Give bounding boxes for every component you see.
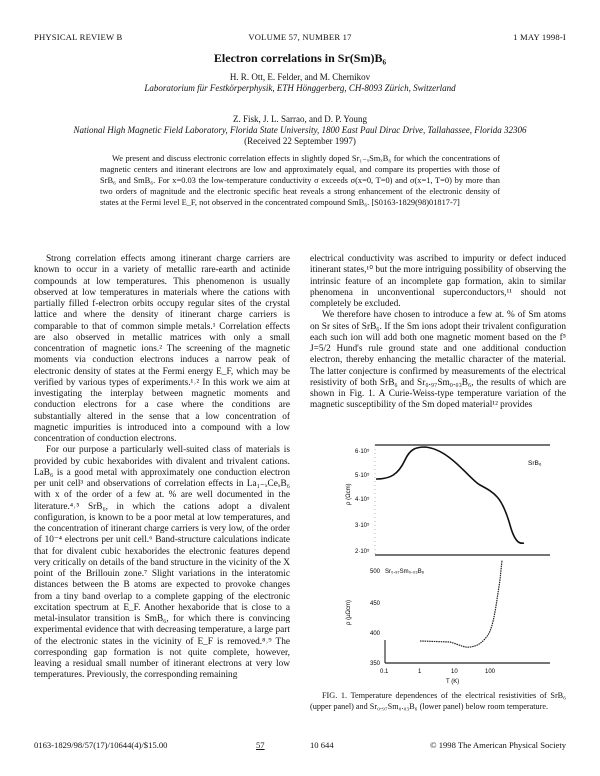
affiliation-1: Laboratorium für Festkörperphysik, ETH Hönggerberg, CH-8093 Zürich, Switzerland — [144, 83, 456, 93]
lower-panel-label: Sr₀.₉₇Sm₀.₀₃B₆ — [385, 569, 425, 575]
authors-group-2: Z. Fisk, J. L. Sarrao, and D. P. Young — [232, 114, 367, 124]
affiliation-2: National High Magnetic Field Laboratory, Florida State University, 1800 East Paul Dirac Drive, Tallahassee, Florida 32306 — [73, 125, 527, 135]
upper-ytick: 5·10⁵ — [355, 473, 370, 479]
upper-ytick: 6·10⁵ — [355, 449, 370, 455]
issue-date: 1 MAY 1998-I — [513, 32, 566, 42]
sr097sm003b6-curve — [420, 560, 502, 647]
xlabel: T (K) — [446, 679, 460, 685]
paragraph: We therefore have chosen to introduce a few at. % of Sm atoms on Sr sites of SrB₆. If the Sm ions adopt their trivalent configuration each such ion will add both one magnetic moment based on the f⁵ J=5/2 Hund's rule ground state and one additional conduction electron, thereby enhancing the metallic character of the material. The latter conjecture is confirmed by measurements of the electrical resistivity of both SrB₆ and Sr₀.₉₇Sm₀.₀₃B₆, the results of which are shown in Fig. 1. A Curie-Weiss-type temperature variation of the magnetic susceptibility of the Sm doped material¹² provides — [310, 310, 566, 411]
lower-panel — [346, 560, 550, 685]
page-number: 10 644 — [310, 740, 334, 750]
lower-ytick: 500 — [370, 569, 381, 575]
paragraph: Strong correlation effects among itinerant charge carriers are known to occur in a variety of metallic rare-earth and actinide compounds at low temperatures. This phenomenon is usually observed at low temperatures in materials where the cations with partially filled f-electron orbits occupy regular sites of the crystal lattice and where the density of itinerant charge carriers is comparable to that of common simple metals.¹ Correlation effects are also observed in metallic matrices with only a small concentration of magnetic ions.² The screening of the magnetic moments via conduction electrons induces a narrow peak of electronic density of states at the Fermi energy E_F, which may be verified by various types of experiments.¹˒² In this work we aim at investigating the interplay between magnetic moments and conduction electrons for a case where the conditions are substantially altered in the sense that a low concentration of magnetic impurities is introduced into a compound with a low concentration of conduction electrons. — [34, 254, 290, 444]
upper-ytick: 3·10⁵ — [355, 523, 370, 529]
right-column — [310, 254, 566, 412]
upper-panel-label: SrB₆ — [528, 460, 542, 467]
left-column — [34, 254, 290, 682]
figure-1 — [310, 435, 566, 690]
footer-code: 0163-1829/98/57(17)/10644(4)/$15.00 — [34, 740, 168, 750]
copyright: © 1998 The American Physical Society — [430, 740, 566, 750]
paragraph: electrical conductivity was ascribed to impurity or defect induced itinerant states,¹⁰ but the more intriguing possibility of observing the intrinsic feature of an incomplete gap formation, akin to similar phenomena in unconventional superconductors,¹¹ should not completely be excluded. — [310, 254, 566, 309]
paper-title: Electron correlations in Sr(Sm)B₆ — [213, 51, 387, 65]
lower-ytick: 450 — [370, 601, 381, 607]
lower-ytick: 400 — [370, 631, 381, 637]
srb6-curve — [376, 447, 524, 543]
upper-ytick: 2·10⁵ — [355, 549, 370, 555]
abstract: We present and discuss electronic correlation effects in slightly doped Sr₁₋ₓSmₓB₆ for which the concentrations of magnetic centers and itinerant electrons are low and approximately equal, and compare its properties with those of SrB₆ and SmB₆. For x=0.03 the low-temperature conductivity σ exceeds σ(x=0, T=0) and σ(x=1, T=0) by more than two orders of magnitude and the electronic specific heat reveals a strong enhancement of the electronic density of states at the Fermi level E_F, not observed in the concentrated compound SmB₆. [S0163-1829(98)01817-7] — [100, 154, 500, 207]
authors-group-1: H. R. Ott, E. Felder, and M. Chernikov — [229, 72, 371, 82]
upper-ylabel: ρ (Ωcm) — [346, 483, 352, 505]
xtick: 1 — [418, 669, 422, 675]
xtick: 10 — [451, 669, 458, 675]
figure-caption: FIG. 1. Temperature dependences of the electrical resistivities of SrB₆ (upper panel) and Sr₀.₉₇Sm₀.₀₃B₆ (lower panel) below room temperature. — [310, 691, 566, 711]
volume-number: VOLUME 57, NUMBER 17 — [248, 32, 352, 42]
journal-name: PHYSICAL REVIEW B — [34, 32, 123, 42]
xtick: 100 — [485, 669, 496, 675]
paragraph: For our purpose a particularly well-suited class of materials is provided by cubic hexaborides with divalent and trivalent cations. LaB₆ is a good metal with approximately one conduction electron per unit cell³ and observations of correlation effects in La₁₋ₓCeₓB₆ with x of the order of a few at. % are well documented in the literature.⁴˒⁵ SrB₆, in which the cations adopt a divalent configuration, is known to be a poor metal at low temperatures, and the concentration of itinerant charge carriers is very low, of the order of 10⁻⁴ electrons per unit cell.⁶ Band-structure calculations indicate that for divalent cubic hexaborides the electronic features depend very critically on details of the band structure in the vicinity of the X point of the Brillouin zone.⁷ Slight variations in the interatomic distances between the B atoms are expected to provoke changes from a tiny band overlap to a complete gapping of the electronic excitation spectrum at E_F. Another hexaboride that is close to a metal-insulator transition is SmB₆, for which there is convincing experimental evidence that with decreasing temperature, a large part of the electronic states in the vicinity of E_F is removed.⁸˒⁹ The corresponding gap formation is not quite complete, however, leaving a residual small number of itinerant electrons at very low temperatures. Previously, the corresponding remaining — [34, 445, 290, 681]
xtick: 0.1 — [380, 669, 389, 675]
footer-volume: 57 — [256, 740, 265, 750]
lower-ylabel: ρ (μΩcm) — [346, 599, 352, 625]
lower-ytick: 350 — [370, 661, 381, 667]
upper-ytick: 4·10⁵ — [355, 497, 370, 503]
received-date: (Received 22 September 1997) — [244, 136, 356, 146]
upper-panel — [346, 445, 550, 555]
